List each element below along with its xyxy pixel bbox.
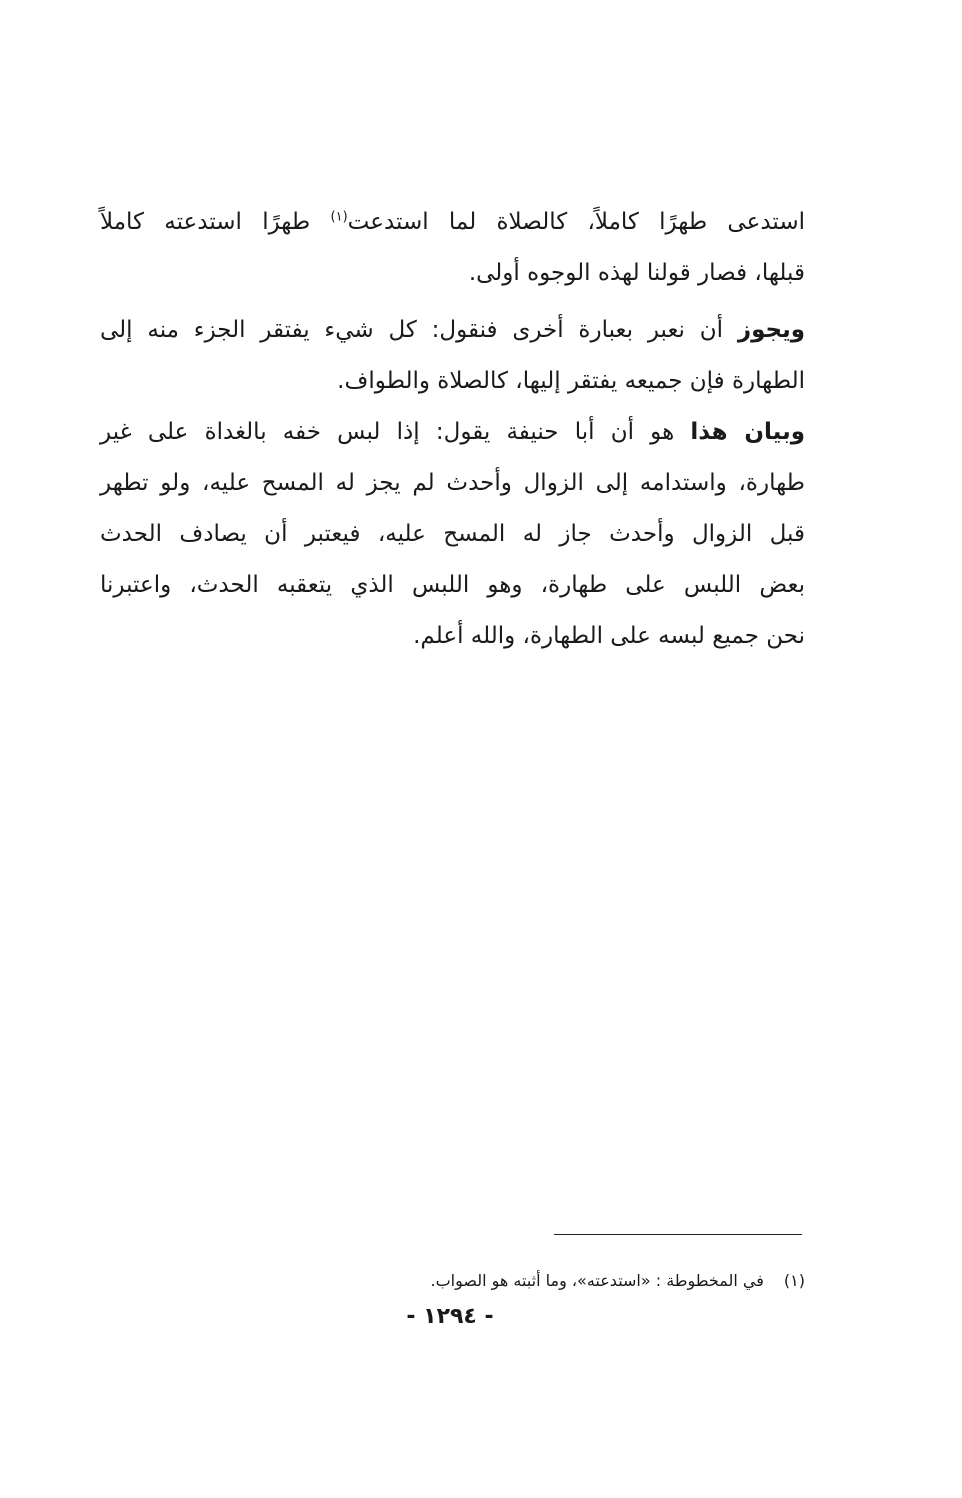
- text-line: الطهارة فإن جميعه يفتقر إليها، كالصلاة والطواف.: [337, 368, 805, 394]
- text-line: نحن جميع لبسه على الطهارة، والله أعلم.: [413, 623, 805, 649]
- line-text: أن نعبر بعبارة أخرى فنقول: كل شيء يفتقر الجزء منه إلى: [100, 317, 738, 343]
- line-text: هو أن أبا حنيفة يقول: إذا لبس خفه بالغداة على غير: [100, 419, 691, 445]
- text-line: بعض اللبس على طهارة، وهو اللبس الذي يتعقبه الحدث، واعتبرنا: [100, 572, 805, 598]
- footnote-text: في المخطوطة : «استدعته»، وما أثبته هو الصواب.: [430, 1271, 764, 1290]
- footnote-number: (١): [783, 1271, 805, 1290]
- paragraph-3: [100, 407, 805, 662]
- text-line: [100, 407, 805, 458]
- paragraph-1: [100, 197, 805, 299]
- footnote-marker: (١): [330, 209, 348, 225]
- text-line: قبل الزوال وأحدث جاز له المسح عليه، فيعتبر أن يصادف الحدث: [100, 521, 805, 547]
- footnote: [330, 1267, 805, 1295]
- text-line: قبلها، فصار قولنا لهذه الوجوه أولى.: [468, 260, 805, 286]
- page-number: - ١٢٩٤ -: [406, 1304, 494, 1329]
- lead-phrase: ويجوز: [737, 317, 805, 343]
- text-line: [100, 305, 805, 356]
- lead-phrase: وبيان هذا: [690, 419, 806, 445]
- line-text: استدعى طهرًا كاملاً، كالصلاة لما استدعت: [347, 209, 805, 235]
- text-line: طهارة، واستدامه إلى الزوال وأحدث لم يجز له المسح عليه، ولو تطهر: [100, 470, 805, 496]
- footnote-separator: [554, 1234, 802, 1235]
- paragraph-2: [100, 305, 805, 407]
- text-line: [100, 197, 805, 248]
- line-text: طهرًا استدعته كاملاً: [100, 209, 331, 235]
